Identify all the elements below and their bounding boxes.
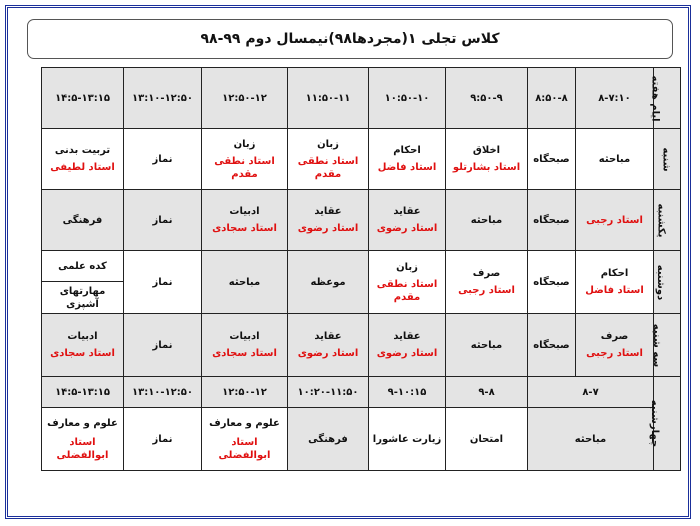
- schedule-cell: ادبیات استاد سجادی: [202, 314, 288, 377]
- schedule-cell: علوم و معارف استاد ابوالفضلی: [42, 408, 124, 471]
- day-row-saturday: [42, 129, 681, 190]
- schedule-cell: مباحثه: [202, 251, 288, 314]
- day-label: یکشنبه: [654, 190, 681, 251]
- schedule-cell: عقاید استاد رضوی: [288, 314, 369, 377]
- schedule-cell: صبحگاه: [528, 190, 576, 251]
- schedule-cell: عقاید استاد رضوی: [369, 314, 446, 377]
- schedule-cell: زبان استاد نطقی مقدم: [288, 129, 369, 190]
- slot-header: ۸-۷: [528, 377, 654, 408]
- day-label: چهارشنبه: [654, 377, 681, 471]
- schedule-cell: نماز: [124, 314, 202, 377]
- schedule-cell: موعظه: [288, 251, 369, 314]
- schedule-cell: صبحگاه: [528, 251, 576, 314]
- schedule-cell: نماز: [124, 190, 202, 251]
- slot-header: ۹-۱۰:۱۵: [369, 377, 446, 408]
- schedule-cell: امتحان: [446, 408, 528, 471]
- slot-header: ۱۴:۵-۱۳:۱۵: [42, 377, 124, 408]
- schedule-cell: استاد رجبی: [576, 190, 654, 251]
- slot-header: ۱۲:۵۰-۱۲: [202, 377, 288, 408]
- slot-header: ۱۳:۱۰-۱۲:۵۰: [124, 377, 202, 408]
- schedule-cell: صرف استاد رجبی: [576, 314, 654, 377]
- slot-header: ۱۲:۵۰-۱۲: [202, 68, 288, 129]
- schedule-cell: احکام استاد فاضل: [576, 251, 654, 314]
- schedule-cell: مهارتهای آشپزی: [42, 282, 124, 314]
- day-row-sunday: [42, 190, 681, 251]
- schedule-cell: احکام استاد فاضل: [369, 129, 446, 190]
- schedule-cell: زیارت عاشورا: [369, 408, 446, 471]
- schedule-cell: زبان استاد نطقی مقدم: [202, 129, 288, 190]
- schedule-cell: صبحگاه: [528, 314, 576, 377]
- header-row: [42, 68, 681, 129]
- wednesday-times-row: [42, 377, 681, 408]
- day-row-tuesday: [42, 314, 681, 377]
- schedule-cell: صرف استاد رجبی: [446, 251, 528, 314]
- schedule-cell: مباحثه: [446, 190, 528, 251]
- slot-header: ۹:۵۰-۹: [446, 68, 528, 129]
- schedule-cell: عقاید استاد رضوی: [288, 190, 369, 251]
- schedule-cell: نماز: [124, 251, 202, 314]
- schedule-cell: ادبیات استاد سجادی: [202, 190, 288, 251]
- slot-header: ۱۰:۲۰-۱۱:۵۰: [288, 377, 369, 408]
- slot-header: ۹-۸: [446, 377, 528, 408]
- day-label: دوشنبه: [654, 251, 681, 314]
- schedule-cell: مباحثه: [528, 408, 654, 471]
- slot-header: ۱۱:۵۰-۱۱: [288, 68, 369, 129]
- schedule-cell: تربیت بدنی استاد لطیفی: [42, 129, 124, 190]
- slot-header: ۱۴:۵-۱۳:۱۵: [42, 68, 124, 129]
- schedule-cell: فرهنگی: [288, 408, 369, 471]
- schedule-cell: عقاید استاد رضوی: [369, 190, 446, 251]
- schedule-cell: نماز: [124, 129, 202, 190]
- title-text: کلاس تجلی ۱(مجردها۹۸)نیمسال دوم ۹۹-۹۸: [200, 31, 500, 47]
- schedule-cell: ادبیات استاد سجادی: [42, 314, 124, 377]
- days-header-cell: ایام هفته: [654, 68, 681, 129]
- schedule-cell: کده علمی: [42, 251, 124, 282]
- schedule-cell: مباحثه: [446, 314, 528, 377]
- schedule-cell: صبحگاه: [528, 129, 576, 190]
- schedule-cell: فرهنگی: [42, 190, 124, 251]
- schedule-cell: اخلاق استاد بشارتلو: [446, 129, 528, 190]
- day-row-wednesday: [42, 408, 681, 471]
- page-title: [27, 19, 673, 59]
- schedule-cell: مباحثه: [576, 129, 654, 190]
- schedule-cell: نماز: [124, 408, 202, 471]
- slot-header: ۱۰:۵۰-۱۰: [369, 68, 446, 129]
- schedule-cell: علوم و معارف استاد ابوالفضلی: [202, 408, 288, 471]
- day-label: سه شنبه: [654, 314, 681, 377]
- slot-header: ۱۳:۱۰-۱۲:۵۰: [124, 68, 202, 129]
- day-label: شنبه: [654, 129, 681, 190]
- slot-header: ۸:۵۰-۸: [528, 68, 576, 129]
- schedule-table: [41, 67, 681, 471]
- schedule-cell: زبان استاد نطقی مقدم: [369, 251, 446, 314]
- day-row-monday: [42, 251, 681, 282]
- slot-header: ۸-۷:۱۰: [576, 68, 654, 129]
